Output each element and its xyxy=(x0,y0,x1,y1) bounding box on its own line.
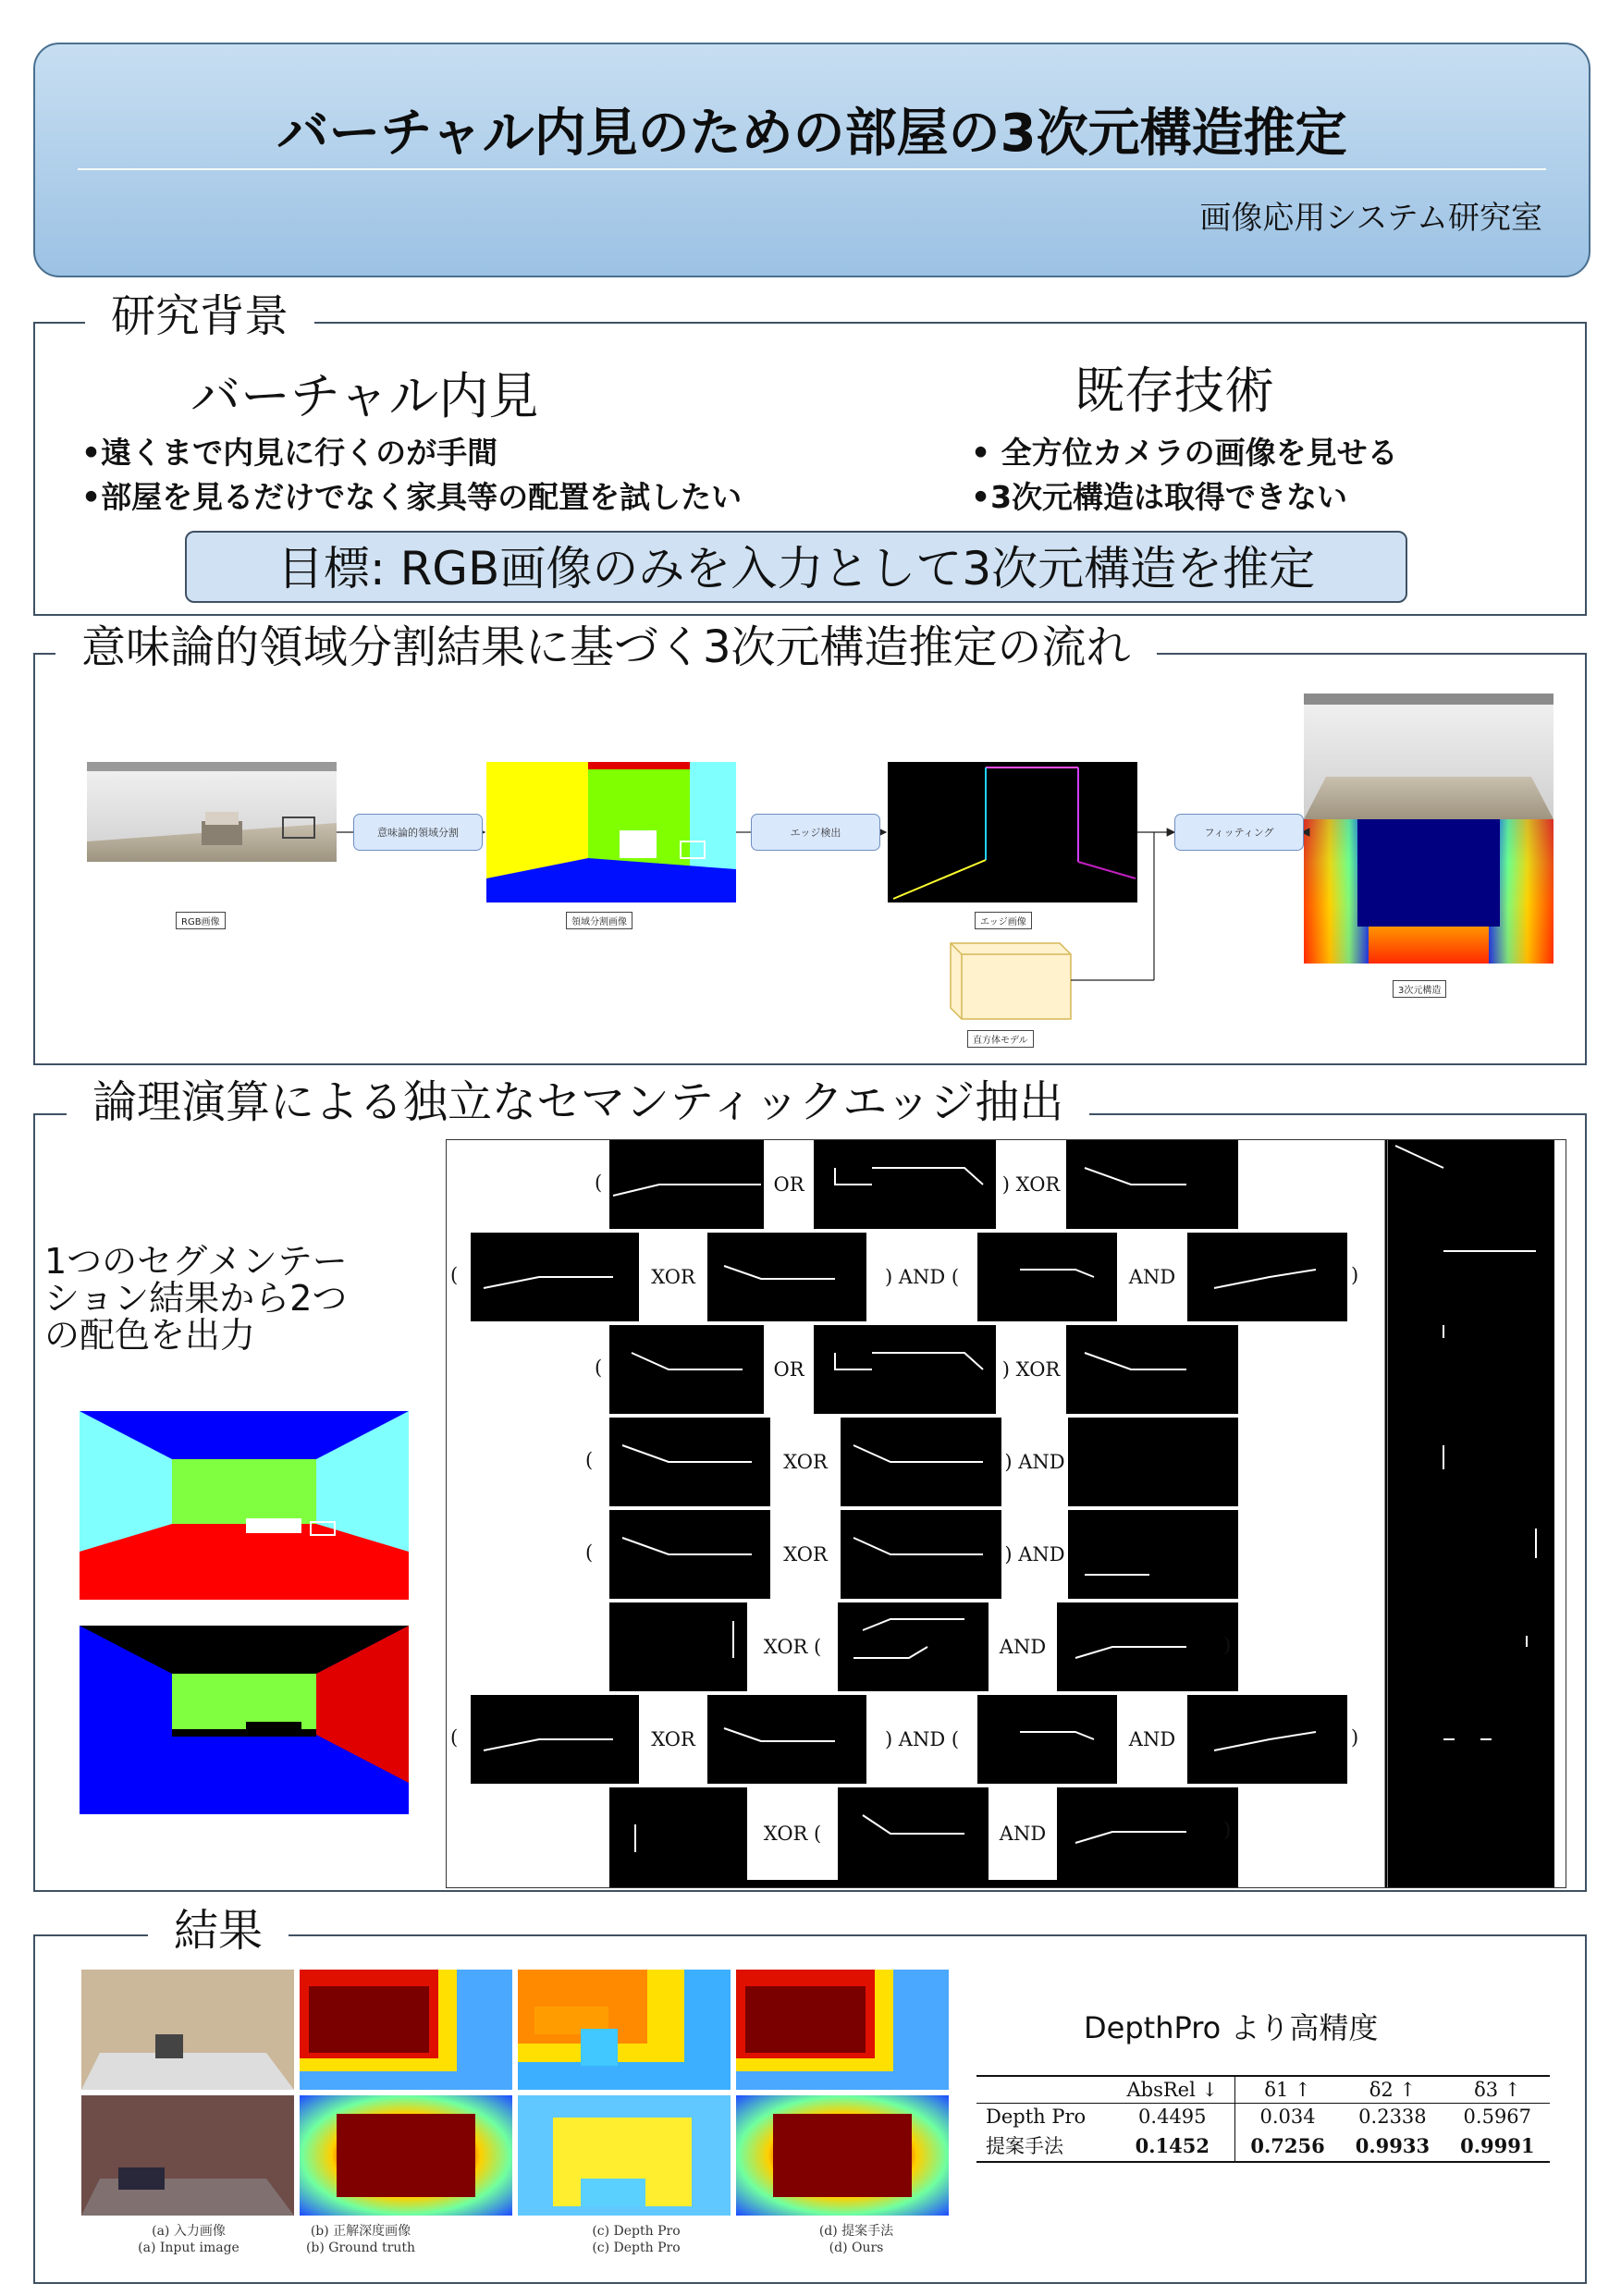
input-image-2 xyxy=(81,2095,294,2216)
caption-line: (c) Depth Pro xyxy=(592,2224,681,2239)
table-header: AbsRel ↓ xyxy=(1111,2076,1235,2104)
table-cell: 0.9991 xyxy=(1460,2133,1535,2157)
table-cell: 0.4495 xyxy=(1111,2104,1235,2130)
step-fitting: フィッティング xyxy=(1174,814,1304,851)
caption-line: (a) 入力画像 xyxy=(152,2224,226,2239)
caption-gt xyxy=(268,2223,453,2256)
paren: ( xyxy=(585,1541,594,1564)
structure-result-image xyxy=(1304,694,1553,964)
rgb-room-image xyxy=(87,762,337,862)
operand-or: OR xyxy=(764,1325,814,1414)
table-cell: Depth Pro xyxy=(986,2106,1087,2128)
bullet-item: • 全方位カメラの画像を見せる xyxy=(971,435,1398,471)
operand-xor: ) XOR xyxy=(996,1325,1066,1414)
edge-image xyxy=(888,762,1137,902)
table-header: δ3 ↑ xyxy=(1474,2079,1521,2101)
table-cell: 0.1452 xyxy=(1111,2130,1235,2162)
depth-comparison-figure xyxy=(81,1970,951,2219)
edge-caption: エッジ画像 xyxy=(975,912,1032,929)
operand-xor: XOR xyxy=(770,1510,841,1599)
cuboid-model xyxy=(951,943,1071,1019)
ours-depth xyxy=(736,1970,949,2216)
table-header: δ1 ↑ xyxy=(1264,2079,1311,2101)
operand-xor: XOR xyxy=(770,1418,841,1506)
caption-line: (b) 正解深度画像 xyxy=(310,2224,411,2239)
operand-or: OR xyxy=(764,1140,814,1229)
caption-input xyxy=(87,2223,290,2256)
table-cell: 提案手法 xyxy=(986,2135,1063,2157)
logic-note-line: ション結果から2つ xyxy=(44,1278,348,1319)
segmentation-variant-2 xyxy=(80,1626,409,1814)
step-edge-detection: エッジ検出 xyxy=(751,814,880,851)
paren: ) xyxy=(1223,1634,1232,1656)
edge-lines xyxy=(447,1140,1376,1887)
results-section-title: 結果 xyxy=(148,1905,289,1958)
table-cell: 0.7256 xyxy=(1250,2133,1325,2157)
paren: ( xyxy=(450,1264,459,1286)
segmentation-image xyxy=(486,762,736,902)
table-header: δ2 ↑ xyxy=(1369,2079,1417,2101)
caption-line: (d) Ours xyxy=(829,2241,884,2255)
logic-note xyxy=(44,1243,348,1354)
caption-line: (c) Depth Pro xyxy=(592,2241,681,2255)
operand-and: ) AND xyxy=(1001,1510,1068,1599)
logic-note-line: の配色を出力 xyxy=(44,1315,256,1356)
input-image-1 xyxy=(81,1970,294,2090)
operand-and: AND xyxy=(989,1602,1057,1691)
logic-note-line: 1つのセグメンテー xyxy=(44,1241,348,1282)
operand-and: ) AND xyxy=(1001,1418,1068,1506)
step-segmentation: 意味論的領域分割 xyxy=(353,814,483,851)
goal-box: 目標: RGB画像のみを入力として3次元構造を推定 xyxy=(185,531,1407,603)
paren: ) xyxy=(1351,1726,1359,1749)
caption-depthpro xyxy=(544,2223,729,2256)
existing-tech-heading: 既存技術 xyxy=(1075,362,1274,420)
operand-xor: XOR ( xyxy=(747,1787,838,1880)
flow-diagram xyxy=(33,666,1587,1063)
table-cell: 0.5967 xyxy=(1463,2106,1532,2128)
bullet-item: •3次元構造は取得できない xyxy=(971,479,1348,515)
caption-ours xyxy=(764,2223,949,2256)
bullet-item: •部屋を見るだけでなく家具等の配置を試したい xyxy=(81,479,743,515)
output-edge-column xyxy=(1384,1140,1554,1887)
title-banner xyxy=(33,43,1590,277)
operand-xor: XOR xyxy=(639,1233,707,1321)
paren: ( xyxy=(450,1726,459,1749)
operand-and: AND xyxy=(989,1787,1057,1880)
ground-truth-depth xyxy=(300,1970,512,2216)
results-table xyxy=(976,2075,1550,2163)
caption-line: (b) Ground truth xyxy=(305,2241,416,2255)
operand-and: ) AND ( xyxy=(866,1695,977,1784)
table-header xyxy=(976,2076,1111,2104)
background-section-title: 研究背景 xyxy=(85,290,314,344)
logic-section-title: 論理演算による独立なセマンティックエッジ抽出 xyxy=(67,1076,1089,1130)
table-cell: 0.9933 xyxy=(1355,2133,1431,2157)
depth-pro-depth xyxy=(518,1970,731,2216)
seg-caption: 領域分割画像 xyxy=(566,912,632,929)
operand-xor: XOR xyxy=(639,1695,707,1784)
existing-tech-bullets xyxy=(971,431,1398,520)
segmentation-variant-1 xyxy=(80,1411,409,1600)
paren: ) xyxy=(1351,1264,1359,1286)
operand-and: AND xyxy=(1117,1695,1187,1784)
bullet-item: •遠くまで内見に行くのが手間 xyxy=(81,435,498,471)
table-row xyxy=(976,2130,1550,2162)
operand-and: ) AND ( xyxy=(866,1233,977,1321)
paren: ) xyxy=(1223,1819,1232,1841)
table-cell: 0.2338 xyxy=(1358,2106,1427,2128)
caption-line: (a) Input image xyxy=(138,2241,239,2255)
paren: ( xyxy=(585,1449,594,1471)
virtual-viewing-bullets xyxy=(81,431,742,520)
caption-line: (d) 提案手法 xyxy=(818,2224,894,2239)
operand-xor: XOR ( xyxy=(747,1602,838,1691)
structure-caption: 3次元構造 xyxy=(1393,980,1446,998)
table-cell: 0.034 xyxy=(1259,2106,1316,2128)
rgb-caption: RGB画像 xyxy=(176,912,226,929)
virtual-viewing-heading: バーチャル内見 xyxy=(190,367,539,425)
cuboid-caption: 直方体モデル xyxy=(967,1030,1034,1048)
table-row xyxy=(976,2104,1550,2130)
paren: ( xyxy=(595,1357,603,1379)
logic-grid xyxy=(446,1139,1566,1888)
lab-name: 画像応用システム研究室 xyxy=(1199,200,1542,237)
operand-and: AND xyxy=(1117,1233,1187,1321)
table-title: DepthPro より高精度 xyxy=(1084,2010,1379,2045)
title-divider xyxy=(78,168,1546,170)
flow-section-title: 意味論的領域分割結果に基づく3次元構造推定の流れ xyxy=(55,621,1157,675)
poster-title: バーチャル内見のための部屋の3次元構造推定 xyxy=(276,104,1347,164)
paren: ( xyxy=(595,1172,603,1194)
operand-xor: ) XOR xyxy=(996,1140,1066,1229)
